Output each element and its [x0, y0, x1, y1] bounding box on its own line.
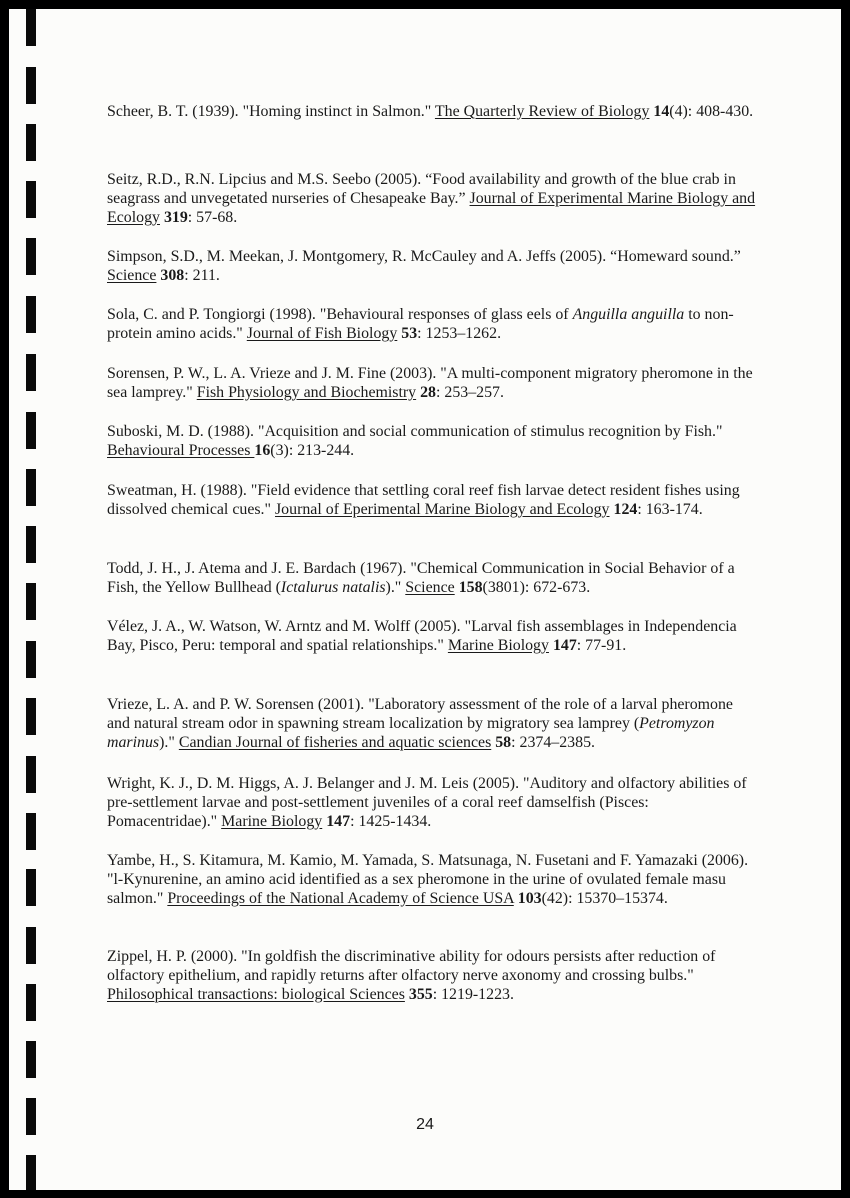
- reference-entry: [107, 103, 757, 122]
- reference-pages: (4): 408-430.: [669, 103, 754, 120]
- binding-mark: [26, 238, 36, 275]
- reference-entry: [107, 423, 757, 461]
- reference-text: ).": [385, 578, 406, 596]
- document-page: [9, 9, 841, 1190]
- reference-pages: (42): 15370–15374.: [541, 889, 668, 907]
- binding-mark: [26, 181, 36, 218]
- reference-pages: : 77-91.: [576, 636, 627, 654]
- reference-text: Wright, K. J., D. M. Higgs, A. J. Belanger and J. M. Leis (2005). "Auditory and olfactory abilities of pre-settlement larvae and post-settlement juveniles of a coral reef damselfish (Pisces: Pomacentridae).": [107, 775, 747, 830]
- journal-title: Science: [405, 578, 455, 596]
- reference-text: Todd, J. H., J. Atema and J. E. Bardach (1967). "Chemical Communication in Social Behavior of a Fish, the Yellow Bullhead (: [107, 560, 735, 596]
- volume-number: 147: [326, 812, 351, 830]
- binding-mark: [26, 412, 36, 449]
- journal-title: Marine Biology: [221, 812, 323, 830]
- reference-pages: : 57-68.: [187, 208, 238, 226]
- species-name: Petromyzon marinus: [107, 714, 715, 751]
- volume-number: 124: [613, 500, 638, 518]
- volume-number: 53: [401, 324, 418, 342]
- journal-title: Behavioural Processes: [107, 441, 255, 459]
- species-name: Ictalurus natalis: [280, 578, 386, 596]
- reference-text: Sweatman, H. (1988). "Field evidence that settling coral reef fish larvae detect resident fishes using dissolved chemical cues.": [107, 482, 740, 518]
- reference-pages: (3): 213-244.: [270, 441, 355, 459]
- binding-mark: [26, 984, 36, 1021]
- reference-entry: [107, 852, 757, 908]
- reference-entry: [107, 948, 757, 1004]
- binding-mark: [26, 67, 36, 104]
- volume-number: 158: [458, 578, 483, 596]
- reference-entry: [107, 775, 757, 831]
- binding-mark: [26, 756, 36, 793]
- journal-title: Journal of Fish Biology: [246, 324, 398, 342]
- reference-entry: [107, 696, 757, 752]
- reference-pages: : 163-174.: [637, 500, 703, 518]
- journal-title: The Quarterly Review of Biology: [434, 103, 650, 120]
- journal-title: Science: [107, 266, 157, 284]
- journal-title: Journal of Eperimental Marine Biology and Ecology: [275, 500, 610, 518]
- reference-text: Seitz, R.D., R.N. Lipcius and M.S. Seebo (2005). “Food availability and growth of the blue crab in seagrass and unvegetated nurseries of Chesapeake Bay.”: [107, 171, 736, 207]
- reference-entry: [107, 171, 757, 227]
- volume-number: 319: [163, 208, 188, 226]
- reference-pages: (3801): 672-673.: [482, 578, 591, 596]
- reference-entry: [107, 560, 757, 598]
- reference-entry: [107, 248, 757, 286]
- reference-text: Yambe, H., S. Kitamura, M. Kamio, M. Yamada, S. Matsunaga, N. Fusetani and F. Yamazaki (2006). "l-Kynurenine, an amino acid identified as a sex pheromone in the urine of ovulated female masu salmon.": [107, 852, 749, 907]
- reference-text: Zippel, H. P. (2000). "In goldfish the discriminative ability for odours persists after reduction of olfactory epithelium, and rapidly returns after olfactory nerve axonomy and crossing bulbs.": [107, 948, 716, 984]
- binding-mark: [26, 9, 36, 46]
- binding-mark: [26, 124, 36, 161]
- volume-number: 147: [552, 636, 577, 654]
- binding-mark: [26, 354, 36, 391]
- reference-pages: : 1253–1262.: [417, 324, 502, 342]
- binding-mark: [26, 869, 36, 906]
- reference-text: Suboski, M. D. (1988). "Acquisition and social communication of stimulus recognition by Fish.": [107, 423, 723, 440]
- binding-mark: [26, 641, 36, 678]
- volume-number: 355: [408, 985, 433, 1003]
- volume-number: 103: [517, 889, 542, 907]
- binding-mark: [26, 1155, 36, 1190]
- journal-title: Fish Physiology and Biochemistry: [196, 383, 417, 401]
- journal-title: Marine Biology: [447, 636, 549, 654]
- binding-margin: [26, 9, 40, 1190]
- reference-pages: : 2374–2385.: [511, 733, 595, 751]
- reference-entry: [107, 306, 757, 344]
- binding-mark: [26, 296, 36, 333]
- reference-text: Vrieze, L. A. and P. W. Sorensen (2001). "Laboratory assessment of the role of a larval pheromone and natural stream odor in spawning stream localization by migratory sea lamprey (: [107, 696, 733, 732]
- binding-mark: [26, 698, 36, 735]
- journal-title: Journal of Experimental Marine Biology and Ecology: [107, 189, 756, 226]
- reference-entry: [107, 482, 757, 520]
- journal-title: Proceedings of the National Academy of Science USA: [167, 889, 514, 907]
- reference-entry: [107, 618, 757, 656]
- reference-pages: : 253–257.: [436, 383, 504, 401]
- binding-mark: [26, 813, 36, 850]
- reference-text: ).": [159, 733, 179, 751]
- reference-text: to non-protein amino acids.": [107, 306, 734, 342]
- journal-title: Candian Journal of fisheries and aquatic sciences: [178, 733, 492, 751]
- page-number: 24: [416, 1116, 434, 1133]
- binding-mark: [26, 526, 36, 563]
- reference-text: Sola, C. and P. Tongiorgi (1998). "Behavioural responses of glass eels of: [107, 306, 573, 323]
- reference-pages: : 1425-1434.: [350, 812, 432, 830]
- species-name: Anguilla anguilla: [572, 306, 685, 323]
- binding-mark: [26, 927, 36, 964]
- binding-mark: [26, 583, 36, 620]
- volume-number: 16: [254, 441, 271, 459]
- reference-pages: : 211.: [184, 266, 220, 284]
- journal-title: Philosophical transactions: biological Sciences: [107, 985, 405, 1003]
- reference-text: Sorensen, P. W., L. A. Vrieze and J. M. Fine (2003). "A multi-component migratory pheromone in the sea lamprey.": [107, 365, 753, 401]
- reference-text: Scheer, B. T. (1939). "Homing instinct in Salmon.": [107, 103, 435, 120]
- volume-number: 308: [160, 266, 185, 284]
- binding-mark: [26, 1041, 36, 1078]
- reference-entry: [107, 365, 757, 403]
- reference-text: Vélez, J. A., W. Watson, W. Arntz and M. Wolff (2005). "Larval fish assemblages in Independencia Bay, Pisco, Peru: temporal and spatial relationships.": [107, 618, 737, 654]
- volume-number: 28: [420, 383, 436, 401]
- reference-pages: : 1219-1223.: [432, 985, 514, 1003]
- volume-number: 14: [653, 103, 670, 120]
- volume-number: 58: [495, 733, 512, 751]
- binding-mark: [26, 469, 36, 506]
- reference-text: Simpson, S.D., M. Meekan, J. Montgomery, R. McCauley and A. Jeffs (2005). “Homeward sound.”: [107, 248, 741, 265]
